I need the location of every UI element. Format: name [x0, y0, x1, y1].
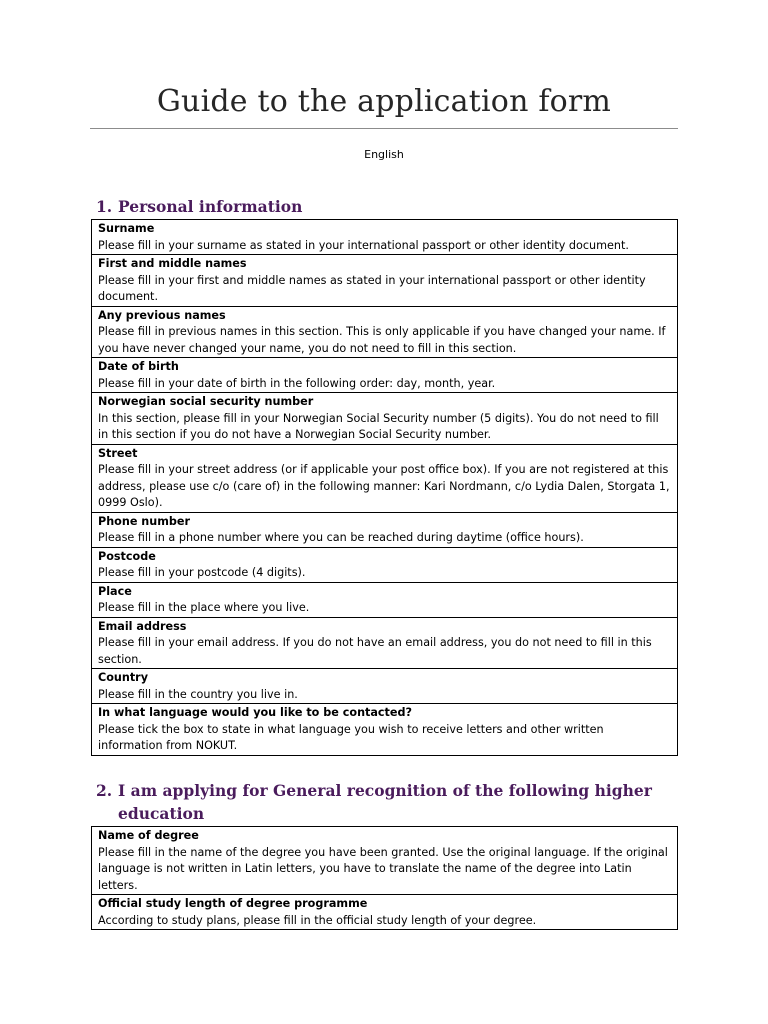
table-cell	[92, 617, 678, 669]
field-name: Email address	[98, 619, 187, 633]
section-1-title: Personal information	[118, 197, 303, 216]
field-instructions: Please fill in your postcode (4 digits).	[98, 566, 306, 579]
field-instructions: Please fill in the country you live in.	[98, 687, 298, 701]
table-cell	[92, 220, 678, 255]
field-instructions: In this section, please fill in your Norwegian Social Security number (5 digits). You do not need to fill in this section if you do not have a Norwegian Social Security number.	[98, 411, 659, 441]
field-name: Date of birth	[98, 360, 179, 373]
table-cell	[92, 704, 678, 756]
field-name: Postcode	[98, 549, 156, 563]
table-row	[92, 895, 678, 930]
table-row	[92, 393, 678, 445]
table-cell	[92, 358, 678, 393]
section-1-heading	[96, 195, 302, 218]
section-1-number: 1.	[96, 197, 113, 216]
field-name: Place	[98, 584, 132, 598]
section-2-number: 2.	[96, 781, 113, 800]
table-row	[92, 582, 678, 617]
field-instructions: Please fill in the name of the degree you have been granted. Use the original language. If the original language is not written in Latin letters, you have to translate the name of the degree into Latin letters.	[98, 845, 668, 892]
field-name: Country	[98, 671, 148, 684]
table-row	[92, 704, 678, 756]
personal-information-table	[91, 219, 678, 756]
table-cell	[92, 393, 678, 445]
table-row	[92, 512, 678, 547]
field-instructions: Please fill in your first and middle names as stated in your international passport or other identity document.	[98, 273, 646, 303]
table-cell	[92, 582, 678, 617]
field-instructions: Please fill in the place where you live.	[98, 601, 310, 614]
field-instructions: Please fill in your street address (or if applicable your post office box). If you are not registered at this address, please use c/o (care of) in the following manner: Kari Nordmann, c/o Lydia Dalen, Storgata 1, 0999 Oslo).	[98, 463, 670, 509]
field-name: First and middle names	[98, 257, 247, 270]
table-cell	[92, 255, 678, 307]
table-cell	[92, 669, 678, 704]
title-divider	[90, 128, 678, 129]
field-instructions: Please fill in a phone number where you can be reached during daytime (office hours).	[98, 531, 584, 544]
higher-education-table	[91, 826, 678, 930]
document-title: Guide to the application form	[156, 84, 612, 119]
field-name: Street	[98, 446, 138, 460]
field-name: Phone number	[98, 514, 190, 528]
field-name: Name of degree	[98, 829, 199, 842]
table-row	[92, 220, 678, 255]
table-cell	[92, 306, 678, 358]
table-row	[92, 669, 678, 704]
field-instructions: Please fill in previous names in this section. This is only applicable if you have changed your name. If you have never changed your name, you do not need to fill in this section.	[98, 325, 666, 355]
table-cell	[92, 444, 678, 512]
section-2-heading	[96, 779, 652, 825]
field-name: Norwegian social security number	[98, 395, 314, 408]
field-name: Any previous names	[98, 308, 226, 322]
table-cell	[92, 895, 678, 930]
table-row	[92, 358, 678, 393]
table-row	[92, 827, 678, 895]
section-2-title-line2: education	[118, 804, 205, 823]
table-cell	[92, 547, 678, 582]
table-cell	[92, 827, 678, 895]
field-name: In what language would you like to be contacted?	[98, 706, 412, 719]
table-cell	[92, 512, 678, 547]
field-instructions: Please fill in your surname as stated in your international passport or other identity document.	[98, 238, 629, 252]
field-name: Surname	[98, 222, 155, 235]
field-instructions: According to study plans, please fill in the official study length of your degree.	[98, 913, 537, 927]
field-instructions: Please tick the box to state in what language you wish to receive letters and other written information from NOKUT.	[98, 722, 604, 752]
table-row	[92, 617, 678, 669]
field-instructions: Please fill in your email address. If you do not have an email address, you do not need to fill in this section.	[98, 636, 652, 666]
table-row	[92, 444, 678, 512]
table-row	[92, 547, 678, 582]
section-2-title-line1: I am applying for General recognition of the following higher	[118, 781, 652, 800]
table-row	[92, 306, 678, 358]
field-instructions: Please fill in your date of birth in the following order: day, month, year.	[98, 376, 496, 390]
field-name: Official study length of degree programme	[98, 897, 368, 910]
language-label: English	[364, 148, 404, 161]
table-row	[92, 255, 678, 307]
